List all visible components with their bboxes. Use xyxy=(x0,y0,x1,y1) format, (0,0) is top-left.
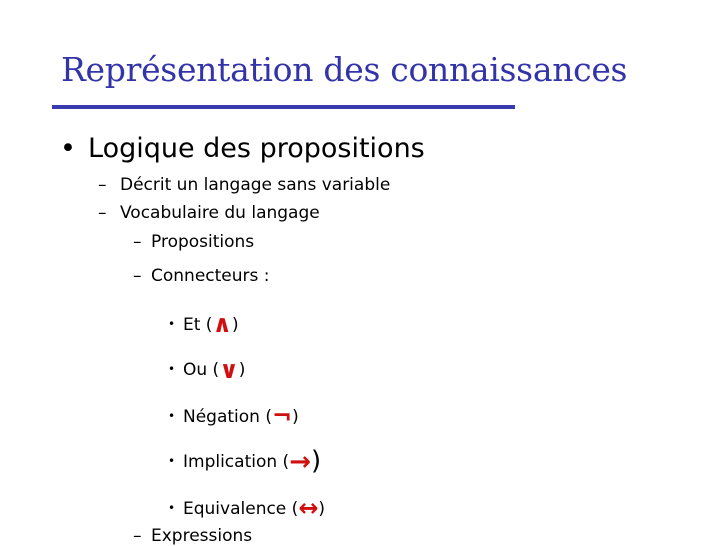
bullet-marker: • xyxy=(168,317,176,331)
bullet-marker: • xyxy=(168,409,176,423)
connector-label: Equivalence ( xyxy=(183,499,299,519)
dash-marker: – xyxy=(133,266,142,286)
subsubitem-propositions xyxy=(133,232,254,252)
subsubitem-text: Propositions xyxy=(151,232,255,252)
heading-text: Logique des propositions xyxy=(88,133,425,164)
connector-not xyxy=(168,402,299,430)
subsubitem-expressions xyxy=(133,526,252,546)
main-bullet xyxy=(60,133,425,164)
subitem-vocabulary xyxy=(98,203,320,223)
connector-or xyxy=(168,356,245,384)
connector-implication xyxy=(168,446,321,477)
implication-arrow-symbol: → xyxy=(289,447,311,477)
connector-close: ) xyxy=(238,360,246,380)
title-underline xyxy=(52,105,515,109)
connector-and xyxy=(168,310,239,338)
equivalence-arrow-symbol: ↔ xyxy=(298,494,319,522)
connector-label: Et ( xyxy=(183,315,213,335)
connector-label: Implication ( xyxy=(183,452,290,472)
dash-marker: – xyxy=(98,203,107,223)
dash-marker: – xyxy=(133,232,142,252)
bullet-marker: • xyxy=(168,362,176,376)
subitem-text: Décrit un langage sans variable xyxy=(120,175,391,195)
connector-equivalence xyxy=(168,494,325,522)
subitem-description xyxy=(98,175,390,195)
slide-title: Représentation des connaissances xyxy=(61,50,628,89)
bullet-marker: • xyxy=(168,454,176,468)
bullet-marker: • xyxy=(168,501,176,515)
bullet-marker: • xyxy=(60,133,76,164)
connector-close: ) xyxy=(231,315,239,335)
logical-and-symbol: ∧ xyxy=(212,310,232,338)
connector-label: Négation ( xyxy=(183,407,272,427)
logical-or-symbol: ∨ xyxy=(219,356,239,384)
logical-not-symbol: ¬ xyxy=(271,402,293,430)
connector-close: ) xyxy=(318,499,326,519)
subsubitem-text: Expressions xyxy=(151,526,253,546)
subsubitem-connecteurs xyxy=(133,266,270,286)
connector-close: ) xyxy=(310,446,322,476)
connector-close: ) xyxy=(292,407,299,427)
subsubitem-text: Connecteurs : xyxy=(151,266,270,286)
dash-marker: – xyxy=(98,175,107,195)
connector-label: Ou ( xyxy=(183,360,220,380)
subitem-text: Vocabulaire du langage xyxy=(120,203,320,223)
dash-marker: – xyxy=(133,526,142,546)
